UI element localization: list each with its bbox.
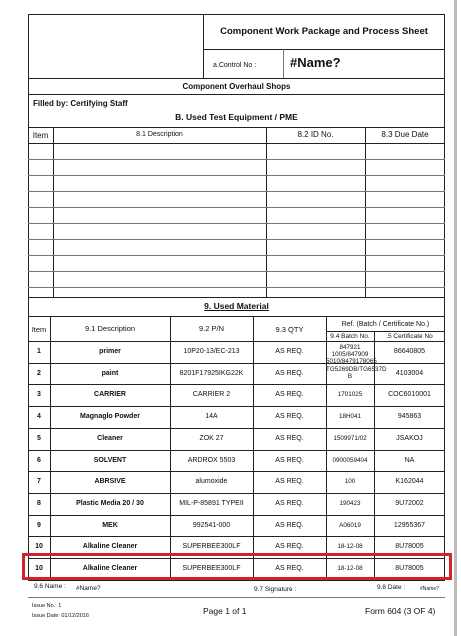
material-row-line bbox=[28, 471, 445, 472]
material-cell-item: 9 bbox=[37, 522, 41, 529]
material-cell-description: Alkaline Cleaner bbox=[82, 565, 138, 572]
material-cell-item: 8 bbox=[37, 500, 41, 507]
material-cell-batch: 190423 bbox=[339, 500, 361, 507]
control-divider bbox=[283, 49, 284, 78]
material-cell-pn: ZOK 27 bbox=[199, 435, 224, 442]
material-cell-cert: 86640805 bbox=[393, 348, 426, 355]
material-cell-qty: AS REQ. bbox=[275, 370, 304, 377]
material-row-line bbox=[28, 493, 445, 494]
material-cell-batch: 0900059404 bbox=[332, 457, 368, 464]
section-line bbox=[28, 94, 445, 95]
issue-no: Issue No.: 1 bbox=[32, 603, 62, 609]
mat-header-ref: Ref. (Batch / Certificate No.) bbox=[341, 321, 430, 328]
material-title: 9. Used Material bbox=[204, 301, 269, 311]
material-row-line bbox=[28, 406, 445, 407]
material-cell-qty: AS REQ. bbox=[275, 413, 304, 420]
material-cell-pn: CARRIER 2 bbox=[192, 391, 231, 398]
material-cell-description: Magnaglo Powder bbox=[80, 413, 140, 420]
pme-header-description: 8.1 Description bbox=[136, 131, 183, 138]
material-cell-cert: 4103004 bbox=[395, 370, 424, 377]
material-header-bottom bbox=[28, 341, 445, 342]
material-cell-qty: AS REQ. bbox=[275, 478, 304, 485]
pme-row-line bbox=[28, 191, 445, 192]
material-cell-description: Alkaline Cleaner bbox=[82, 543, 138, 550]
material-cell-item: 2 bbox=[37, 370, 41, 377]
material-row-line bbox=[28, 363, 445, 364]
page-edge bbox=[454, 0, 457, 636]
mat-header-description: 9.1 Description bbox=[84, 324, 136, 333]
filled-by-text: Filled by: Certifying Staff bbox=[33, 99, 128, 108]
header-bottom-line bbox=[28, 78, 445, 79]
mat-header-qty: 9.3 QTY bbox=[275, 325, 304, 334]
material-header-top bbox=[28, 316, 445, 317]
material-cell-item: 1 bbox=[37, 348, 41, 355]
date-label: 9.8 Date : bbox=[377, 584, 406, 591]
material-row-line bbox=[28, 450, 445, 451]
material-cell-item: 3 bbox=[37, 391, 41, 398]
material-cell-qty: AS REQ. bbox=[275, 500, 304, 507]
material-cell-pn: 8201F17925IKG22K bbox=[179, 370, 244, 377]
control-no-label: a.Control No : bbox=[213, 62, 257, 69]
material-cell-qty: AS REQ. bbox=[275, 457, 304, 464]
pme-row-line bbox=[28, 287, 445, 288]
form-number: Form 604 (3 OF 4) bbox=[365, 606, 436, 616]
material-cell-item: 10 bbox=[35, 543, 43, 550]
material-cell-pn: 14A bbox=[205, 413, 218, 420]
test-equipment-title: B. Used Test Equipment / PME bbox=[175, 112, 298, 122]
material-cell-batch: 1701025 bbox=[337, 391, 363, 398]
material-cell-batch: 18-12-08 bbox=[337, 565, 363, 572]
pme-header-line bbox=[28, 143, 445, 144]
material-cell-cert: JSAKOJ bbox=[396, 435, 423, 442]
material-cell-description: MEK bbox=[102, 522, 118, 529]
material-cell-batch: TG5269DB/TG6537D B bbox=[326, 366, 387, 381]
material-cell-description: Cleaner bbox=[97, 435, 123, 442]
material-cell-batch: 100 bbox=[344, 478, 356, 485]
material-cell-batch: 1509971/02 bbox=[333, 435, 367, 442]
material-cell-qty: AS REQ. bbox=[275, 348, 304, 355]
material-cell-qty: AS REQ. bbox=[275, 565, 304, 572]
material-cell-cert: K162044 bbox=[395, 478, 424, 485]
material-cell-description: primer bbox=[99, 348, 121, 355]
material-row-line bbox=[28, 580, 445, 581]
name-value: #Name? bbox=[76, 585, 101, 592]
material-cell-pn: ARDROX 5503 bbox=[187, 457, 236, 464]
material-cell-batch: 18H041 bbox=[338, 413, 362, 420]
name-label: 9.6 Name : bbox=[34, 583, 66, 590]
material-cell-cert: NA bbox=[404, 457, 415, 464]
mat-header-pn: 9.2 P/N bbox=[198, 324, 224, 333]
material-cell-pn: SUPERBEE300LF bbox=[182, 565, 241, 572]
material-cell-qty: AS REQ. bbox=[275, 435, 304, 442]
material-cell-description: CARRIER bbox=[94, 391, 126, 398]
material-cell-qty: AS REQ. bbox=[275, 391, 304, 398]
pme-header-id: 8.2 ID No. bbox=[297, 130, 334, 139]
header-divider bbox=[203, 14, 204, 78]
pme-top-line bbox=[28, 127, 445, 128]
material-row-line bbox=[28, 384, 445, 385]
material-cell-cert: COC6010001 bbox=[388, 391, 431, 398]
pme-row-line bbox=[28, 159, 445, 160]
mat-header-batch: 9.4 Batch No. bbox=[330, 333, 370, 340]
material-cell-batch: 847921 1005/847909 5010/8479178065 bbox=[326, 344, 377, 366]
material-cell-qty: AS REQ. bbox=[275, 543, 304, 550]
footer-line bbox=[28, 597, 445, 598]
pme-row-line bbox=[28, 175, 445, 176]
control-no-value: #Name? bbox=[290, 55, 341, 70]
material-cell-pn: MIL-P-85891 TYPEII bbox=[179, 500, 244, 507]
material-cell-cert: 8U78005 bbox=[395, 565, 424, 572]
highlight-box bbox=[22, 553, 452, 580]
form-title: Component Work Package and Process Sheet bbox=[220, 26, 428, 37]
mat-header-item: Item bbox=[31, 325, 47, 334]
material-cell-description: Plastic Media 20 / 30 bbox=[76, 500, 144, 507]
material-cell-cert: 12955367 bbox=[393, 522, 426, 529]
material-cell-qty: AS REQ. bbox=[275, 522, 304, 529]
material-cell-pn: SUPERBEE300LF bbox=[182, 543, 241, 550]
pme-row-line bbox=[28, 223, 445, 224]
material-cell-pn: 10P20-13/EC-213 bbox=[183, 348, 240, 355]
date-value: #Name? bbox=[420, 586, 439, 592]
material-cell-item: 5 bbox=[37, 435, 41, 442]
pme-row-line bbox=[28, 255, 445, 256]
signature-label: 9.7 Signature : bbox=[254, 586, 297, 593]
material-row-line bbox=[28, 428, 445, 429]
pme-header-due: 8.3 Due Date bbox=[381, 130, 429, 139]
pme-row-line bbox=[28, 239, 445, 240]
section-title: Component Overhaul Shops bbox=[182, 82, 291, 91]
material-cell-batch: 18-12-08 bbox=[337, 543, 363, 550]
issue-date: Issue Date: 01/12/2016 bbox=[32, 613, 89, 619]
material-cell-item: 4 bbox=[37, 413, 41, 420]
material-cell-cert: 8U78005 bbox=[395, 543, 424, 550]
material-cell-description: SOLVENT bbox=[93, 457, 127, 464]
header-split bbox=[203, 49, 445, 50]
material-cell-item: 6 bbox=[37, 457, 41, 464]
pme-row-line bbox=[28, 207, 445, 208]
material-cell-item: 7 bbox=[37, 478, 41, 485]
pme-row-line bbox=[28, 271, 445, 272]
mat-header-cert: .5 Certificate No bbox=[386, 333, 433, 340]
page-number: Page 1 of 1 bbox=[203, 606, 247, 616]
material-cell-description: paint bbox=[101, 370, 119, 377]
material-cell-item: 10 bbox=[35, 565, 43, 572]
material-cell-pn: 992541-000 bbox=[192, 522, 231, 529]
material-cell-cert: 945863 bbox=[397, 413, 422, 420]
material-cell-description: ABRSIVE bbox=[94, 478, 126, 485]
material-cell-batch: A06019 bbox=[339, 522, 361, 529]
material-row-line bbox=[28, 536, 445, 537]
material-ref-split bbox=[326, 331, 445, 332]
material-cell-pn: alumoxide bbox=[195, 478, 228, 485]
material-row-line bbox=[28, 515, 445, 516]
material-cell-cert: 9U72002 bbox=[395, 500, 424, 507]
material-top-line bbox=[28, 297, 445, 298]
pme-header-item: Item bbox=[32, 131, 49, 140]
